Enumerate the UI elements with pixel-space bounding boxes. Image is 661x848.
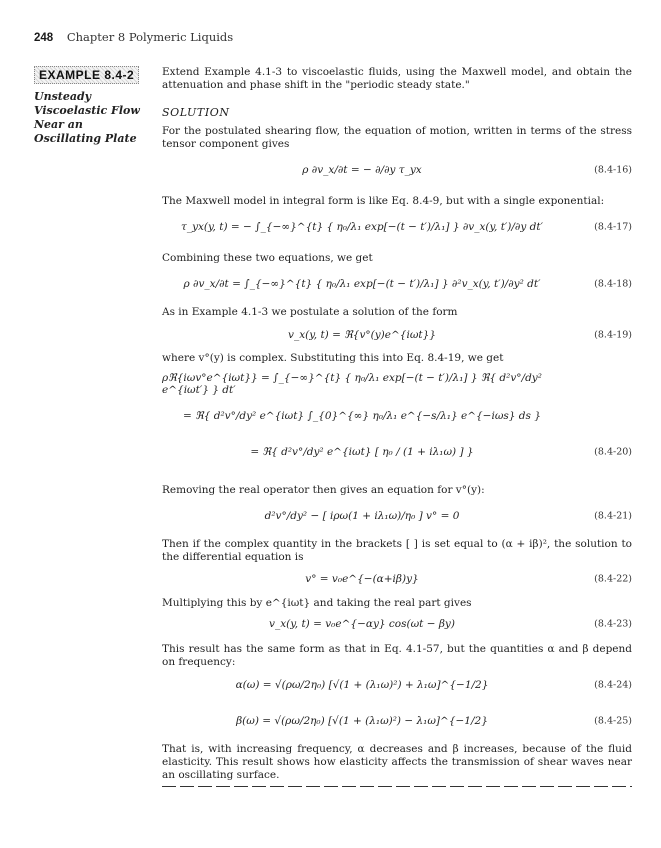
equation-8-4-24 bbox=[162, 671, 632, 699]
equation-number: (8.4-21) bbox=[594, 510, 632, 522]
equation-body: α(ω) = √(ρω/2η₀) [√(1 + (λ₁ω)²) + λ₁ω]^{−1/2} bbox=[235, 679, 489, 691]
equation-number: (8.4-17) bbox=[594, 221, 632, 233]
equation-number: (8.4-20) bbox=[594, 446, 632, 458]
paragraph-9: This result has the same form as that in Eq. 4.1-57, but the quantities α and β depend on frequency: bbox=[162, 643, 632, 668]
paragraph-1: For the postulated shearing flow, the equation of motion, written in terms of the stress tensor component gives bbox=[162, 125, 632, 150]
equation-body: v_x(y, t) = v₀e^{−αy} cos(ωt − βy) bbox=[269, 618, 455, 630]
equation-number: (8.4-16) bbox=[594, 164, 632, 176]
equation-number: (8.4-24) bbox=[594, 679, 632, 691]
equation-body: ρ ∂v_x/∂t = ∫_{−∞}^{t} { η₀/λ₁ exp[−(t − t′)/λ₁] } ∂²v_x(y, t′)/∂y² dt′ bbox=[183, 278, 541, 290]
page-header bbox=[34, 30, 233, 44]
chapter-title: Chapter 8 Polymeric Liquids bbox=[66, 30, 234, 44]
equation-number: (8.4-25) bbox=[594, 715, 632, 727]
example-margin bbox=[34, 64, 152, 146]
equation-body: = ℜ{ d²v°/dy² e^{iωt} [ η₀ / (1 + iλ₁ω) ] } bbox=[250, 446, 474, 458]
equation-number: (8.4-18) bbox=[594, 278, 632, 290]
equation-8-4-20-line-1 bbox=[162, 370, 632, 398]
paragraph-3: Combining these two equations, we get bbox=[162, 252, 373, 264]
paragraph-8: Multiplying this by e^{iωt} and taking the real part gives bbox=[162, 597, 472, 609]
equation-8-4-16 bbox=[162, 156, 632, 184]
equation-8-4-18 bbox=[162, 270, 632, 298]
equation-body: ρℜ{iωv°e^{iωt}} = ∫_{−∞}^{t} { η₀/λ₁ exp[−(t − t′)/λ₁] } ℜ{ d²v°/dy² e^{iωt′} } dt′ bbox=[162, 372, 542, 396]
equation-8-4-23 bbox=[162, 610, 632, 638]
equation-8-4-20-line-3 bbox=[162, 438, 632, 466]
equation-body: β(ω) = √(ρω/2η₀) [√(1 + (λ₁ω)²) − λ₁ω]^{−1/2} bbox=[236, 715, 488, 727]
example-label: EXAMPLE 8.4-2 bbox=[34, 66, 139, 84]
equation-8-4-21 bbox=[162, 502, 632, 530]
equation-body: d²v°/dy² − [ iρω(1 + iλ₁ω)/η₀ ] v° = 0 bbox=[264, 510, 460, 522]
equation-number: (8.4-22) bbox=[594, 573, 632, 585]
equation-body: = ℜ{ d²v°/dy² e^{iωt} ∫_{0}^{∞} η₀/λ₁ e^{−s/λ₁} e^{−iωs} ds } bbox=[183, 410, 541, 422]
paragraph-5: where v°(y) is complex. Substituting this into Eq. 8.4-19, we get bbox=[162, 352, 504, 364]
equation-number: (8.4-19) bbox=[594, 329, 632, 341]
equation-body: τ_yx(y, t) = − ∫_{−∞}^{t} { η₀/λ₁ exp[−(t − t′)/λ₁] } ∂v_x(y, t′)/∂y dt′ bbox=[181, 221, 543, 233]
equation-body: ρ ∂v_x/∂t = − ∂/∂y τ_yx bbox=[302, 164, 422, 176]
paragraph-7: Then if the complex quantity in the brackets [ ] is set equal to (α + iβ)², the solution to the differential equation is bbox=[162, 538, 632, 563]
bottom-rule bbox=[162, 786, 632, 787]
equation-8-4-25 bbox=[162, 707, 632, 735]
paragraph-10: That is, with increasing frequency, α decreases and β increases, because of the fluid elasticity. This result shows how elasticity affects the transmission of shear waves near an oscillating surface. bbox=[162, 743, 632, 781]
paragraph-6: Removing the real operator then gives an equation for v°(y): bbox=[162, 484, 485, 496]
solution-heading: SOLUTION bbox=[162, 106, 230, 119]
equation-body: v° = v₀e^{−(α+iβ)y} bbox=[305, 573, 419, 585]
equation-8-4-20-line-2 bbox=[162, 402, 632, 430]
equation-8-4-22 bbox=[162, 565, 632, 593]
equation-number: (8.4-23) bbox=[594, 618, 632, 630]
intro-paragraph: Extend Example 4.1-3 to viscoelastic fluids, using the Maxwell model, and obtain the attenuation and phase shift in the "periodic steady state." bbox=[162, 66, 632, 91]
example-title: Unsteady Viscoelastic Flow Near an Oscillating Plate bbox=[34, 90, 140, 145]
equation-8-4-19 bbox=[162, 321, 632, 349]
equation-body: v_x(y, t) = ℜ{v°(y)e^{iωt}} bbox=[288, 329, 436, 341]
paragraph-4: As in Example 4.1-3 we postulate a solution of the form bbox=[162, 306, 458, 318]
page-number: 248 bbox=[34, 32, 54, 44]
paragraph-2: The Maxwell model in integral form is like Eq. 8.4-9, but with a single exponential: bbox=[162, 195, 605, 207]
equation-8-4-17 bbox=[162, 213, 632, 241]
